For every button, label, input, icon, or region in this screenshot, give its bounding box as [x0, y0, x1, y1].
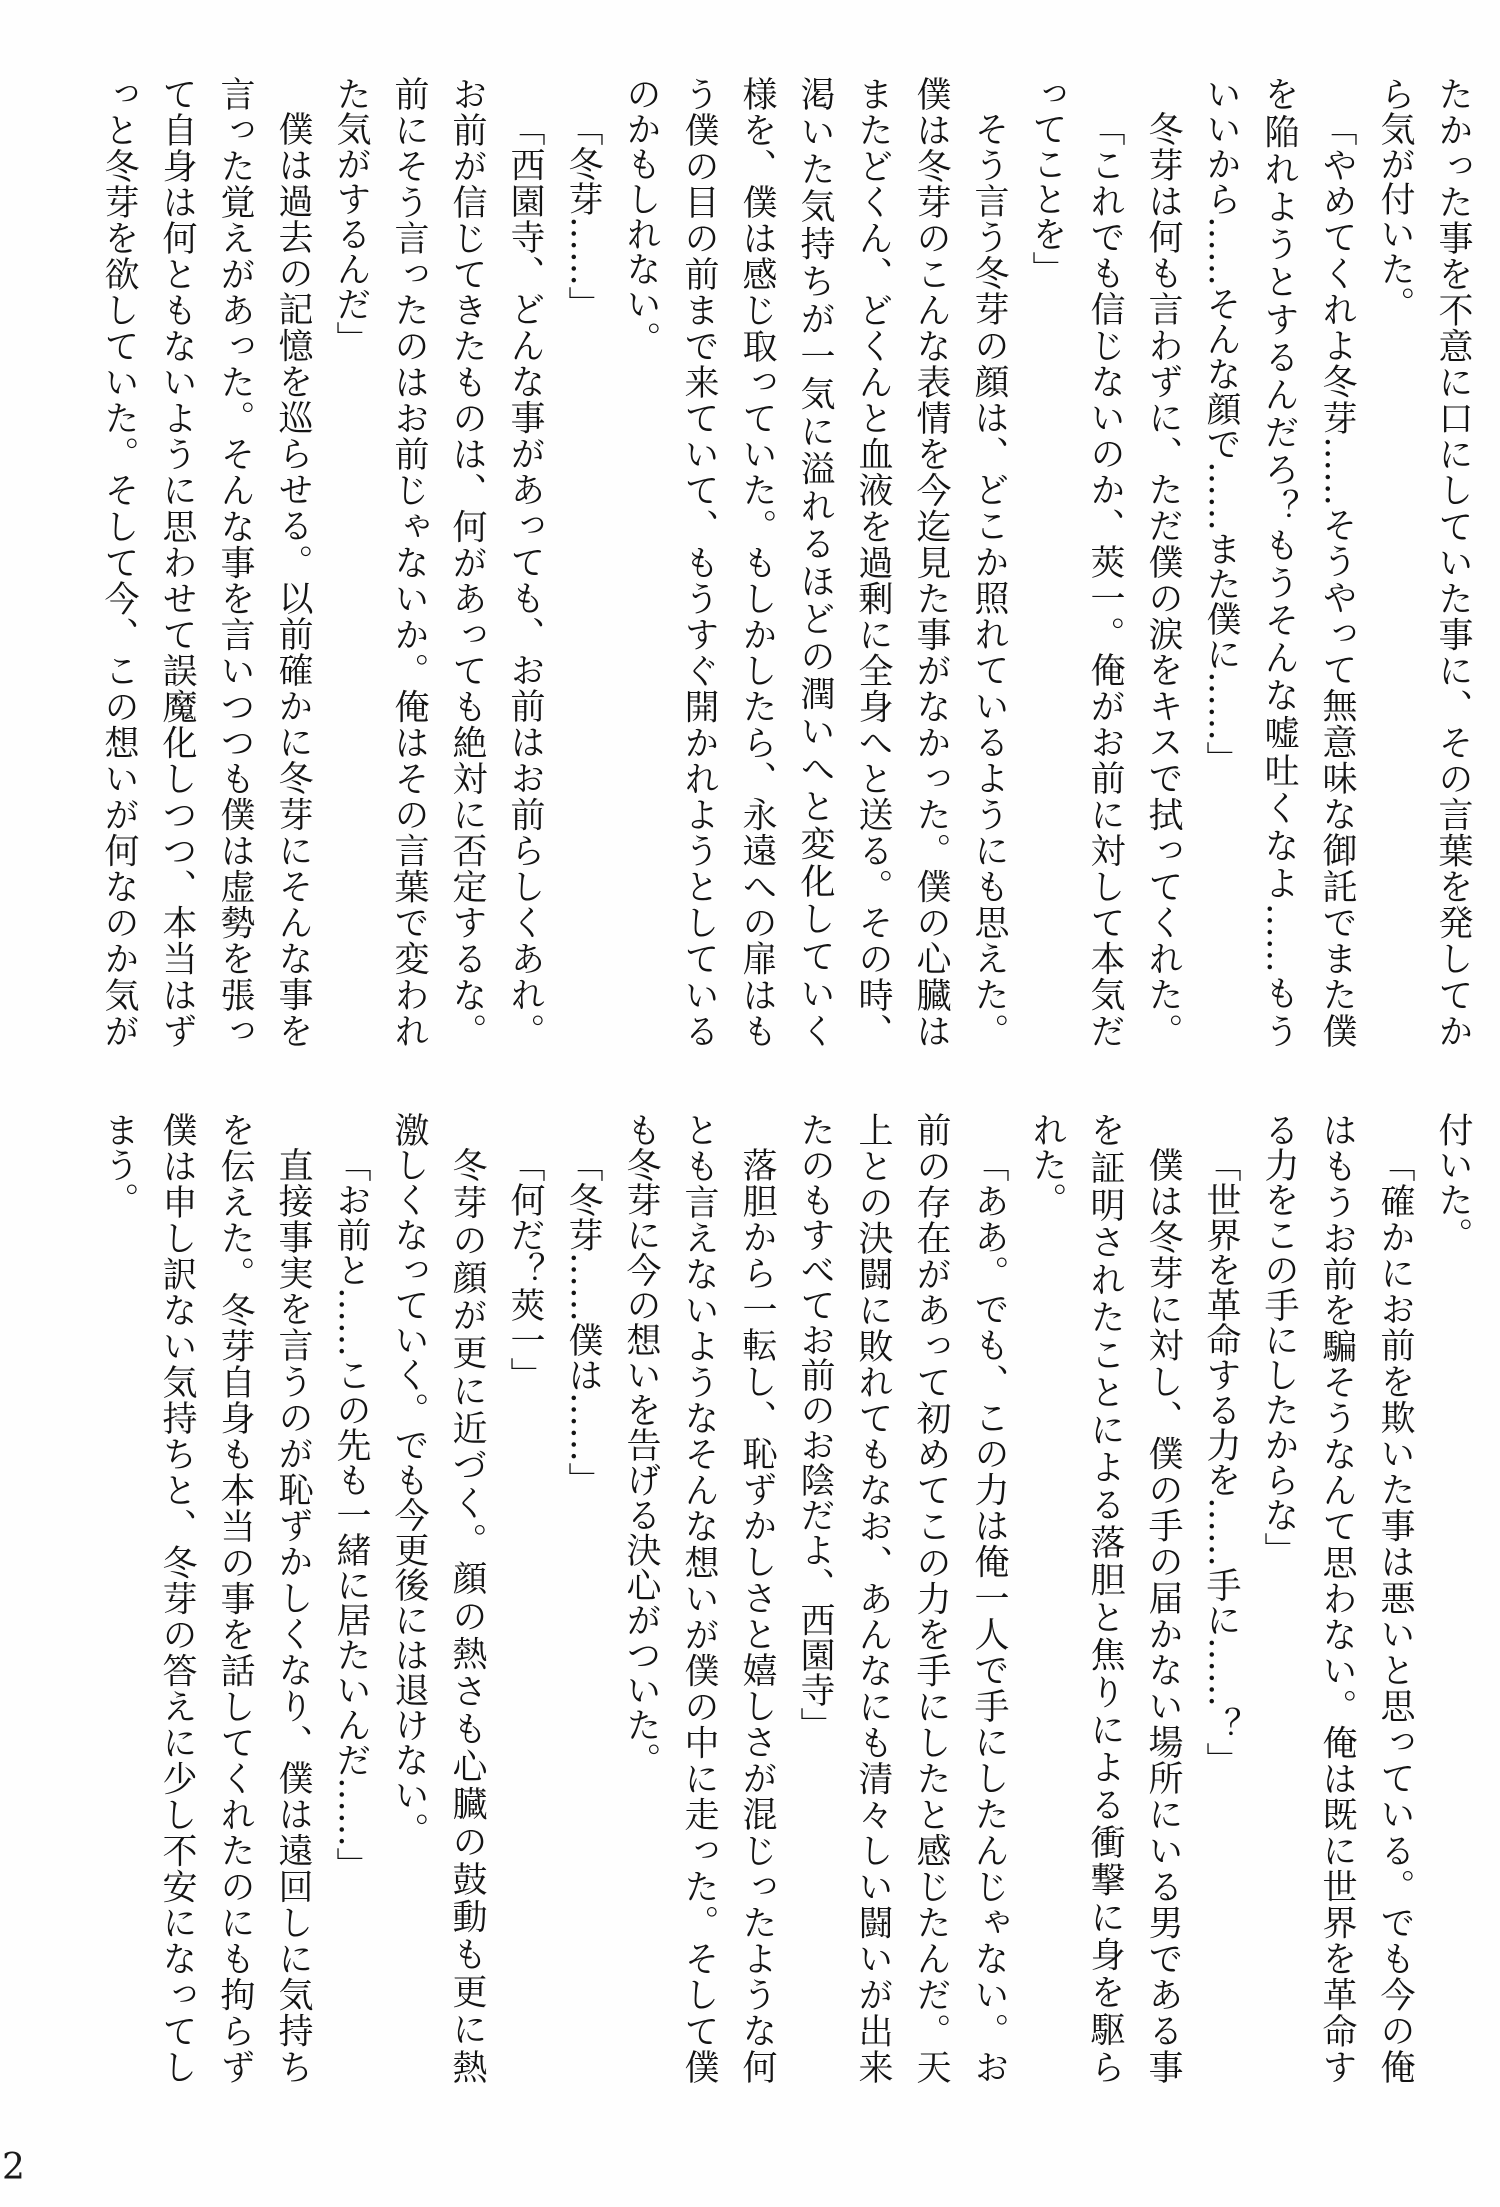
lower-text-block [90, 1112, 1482, 2084]
text-column: 渇いた気持ちが一気に溢れるほどの潤いへと変化していく [795, 76, 835, 1048]
text-column: またどくん、どくんと血液を過剰に全身へと送る。その時、 [853, 76, 893, 1048]
text-column: を陥れようとするんだろ？もうそんな嘘吐くなよ……もう [1259, 76, 1299, 1048]
text-column: 「冬芽……僕は……」 [563, 1147, 603, 1497]
text-column: 直接事実を言うのが恥ずかしくなり、僕は遠回しに気持ち [273, 1147, 313, 2084]
text-column: たかった事を不意に口にしていた事に、その言葉を発してか [1433, 76, 1473, 1048]
text-column: 「これでも信じないのか、莢一。俺がお前に対して本気だ [1085, 111, 1125, 1048]
text-column: 落胆から一転し、恥ずかしさと嬉しさが混じったような何 [737, 1147, 777, 2084]
text-column: 激しくなっていく。でも今更後には退けない。 [389, 1112, 429, 1847]
text-column: 様を、僕は感じ取っていた。もしかしたら、永遠への扉はも [737, 76, 777, 1048]
text-column: う僕の目の前まで来ていて、もうすぐ開かれようとしている [679, 76, 719, 1048]
text-column: はもうお前を騙そうなんて思わない。俺は既に世界を革命す [1317, 1112, 1357, 2084]
text-column: まう。 [99, 1112, 139, 1217]
text-column: も冬芽に今の想いを告げる決心がついた。 [621, 1112, 661, 1777]
text-column: 僕は申し訳ない気持ちと、冬芽の答えに少し不安になってし [157, 1112, 197, 2084]
text-column: とも言えないようなそんな想いが僕の中に走った。そして僕 [679, 1112, 719, 2084]
text-column: 前にそう言ったのはお前じゃないか。俺はその言葉で変われ [389, 76, 429, 1048]
text-column: た気がするんだ」 [331, 76, 371, 356]
text-column: 「ああ。でも、この力は俺一人で手にしたんじゃない。お [969, 1147, 1009, 2084]
text-column: 上との決闘に敗れてもなお、あんなにも清々しい闘いが出来 [853, 1112, 893, 2084]
upper-text-block [90, 76, 1482, 1048]
text-column: 付いた。 [1433, 1112, 1473, 1252]
text-column: 冬芽の顔が更に近づく。顔の熱さも心臓の鼓動も更に熱 [447, 1147, 487, 2084]
text-column: っと冬芽を欲していた。そして今、この想いが何なのか気が [99, 76, 139, 1048]
text-column: 僕は冬芽のこんな表情を今迄見た事がなかった。僕の心臓は [911, 76, 951, 1048]
text-column: れた。 [1027, 1112, 1067, 1217]
text-column: 冬芽は何も言わずに、ただ僕の涙をキスで拭ってくれた。 [1143, 111, 1183, 1048]
text-column: 「世界を革命する力を……手に……？」 [1201, 1147, 1241, 1777]
page-number: 2 [2, 2147, 25, 2188]
text-column: 「冬芽……」 [563, 111, 603, 321]
text-column: 前の存在があって初めてこの力を手にしたと感じたんだ。天 [911, 1112, 951, 2084]
text-column: 「西園寺、どんな事があっても、お前はお前らしくあれ。 [505, 111, 545, 1048]
text-column: お前が信じてきたものは、何があっても絶対に否定するな。 [447, 76, 487, 1048]
text-column: 言った覚えがあった。そんな事を言いつつも僕は虚勢を張っ [215, 76, 255, 1048]
text-column: る力をこの手にしたからな」 [1259, 1112, 1299, 1567]
text-column: のかもしれない。 [621, 76, 661, 356]
text-column: を証明されたことによる落胆と焦りによる衝撃に身を駆ら [1085, 1112, 1125, 2084]
text-column: て自身は何ともないように思わせて誤魔化しつつ、本当はず [157, 76, 197, 1048]
text-column: 「お前と……この先も一緒に居たいんだ……」 [331, 1147, 371, 1882]
text-column: 「確かにお前を欺いた事は悪いと思っている。でも今の俺 [1375, 1147, 1415, 2084]
text-column: ら気が付いた。 [1375, 76, 1415, 321]
text-column: たのもすべてお前のお陰だよ、西園寺」 [795, 1112, 835, 1742]
text-column: 「何だ？莢一」 [505, 1147, 545, 1392]
text-column: 僕は過去の記憶を巡らせる。以前確かに冬芽にそんな事を [273, 111, 313, 1048]
text-column: 僕は冬芽に対し、僕の手の届かない場所にいる男である事 [1143, 1147, 1183, 2084]
text-column: そう言う冬芽の顔は、どこか照れているようにも思えた。 [969, 111, 1009, 1048]
text-column: 「やめてくれよ冬芽……そうやって無意味な御託でまた僕 [1317, 111, 1357, 1048]
text-column: ってことを」 [1027, 76, 1067, 286]
text-column: を伝えた。冬芽自身も本当の事を話してくれたのにも拘らず [215, 1112, 255, 2084]
text-column: いいから……そんな顔で……また僕に……」 [1201, 76, 1241, 776]
